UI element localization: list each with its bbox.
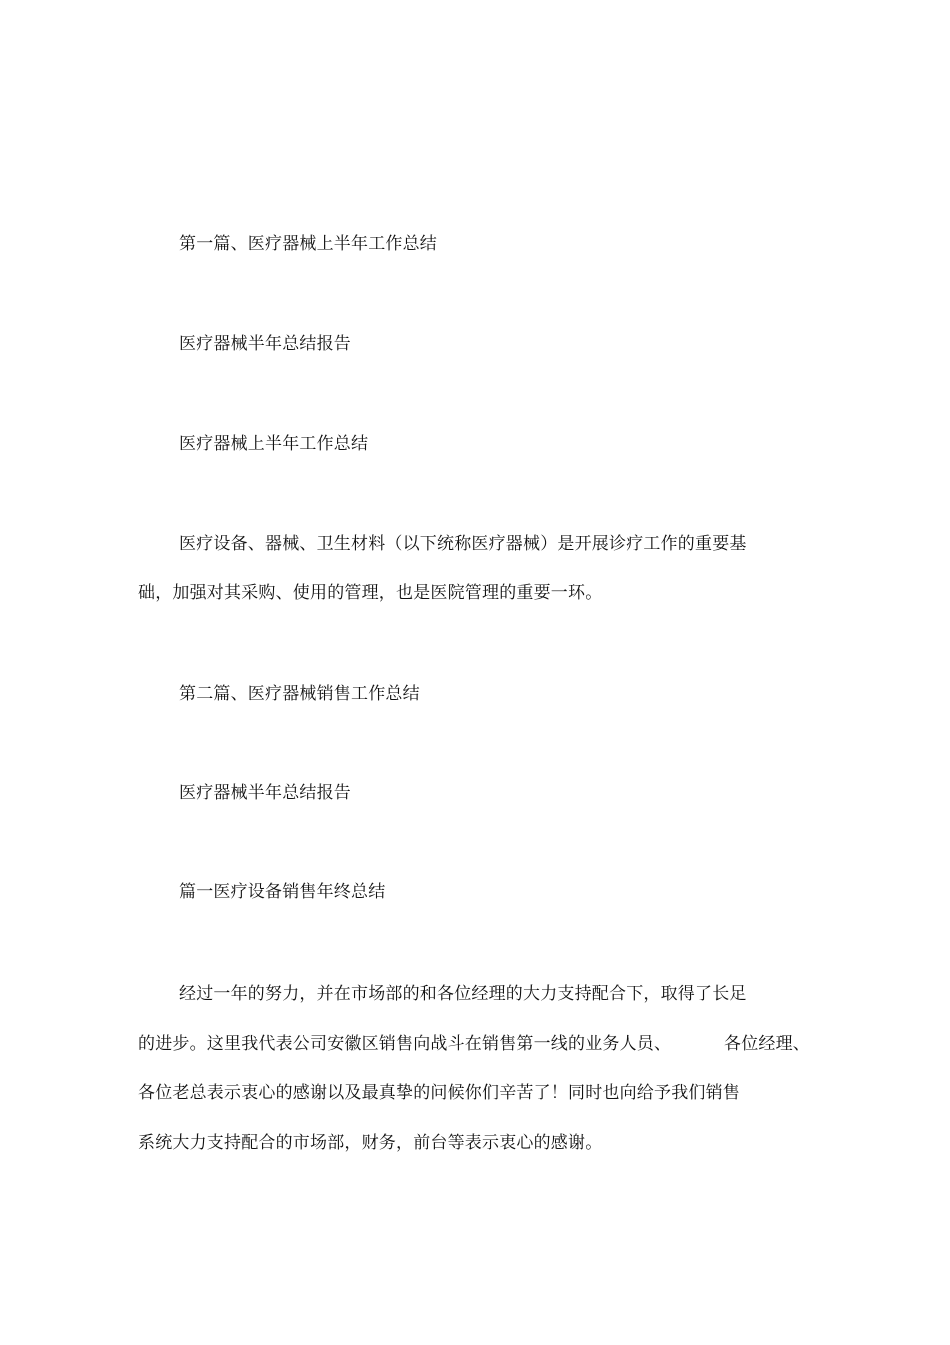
paragraph-1-line-2: 础，加强对其采购、使用的管理，也是医院管理的重要一环。 bbox=[138, 583, 603, 603]
paragraph-2-line-2b: 各位经理、 bbox=[724, 1034, 810, 1054]
paragraph-2-line-2a: 的进步。这里我代表公司安徽区销售向战斗在销售第一线的业务人员、 bbox=[138, 1034, 672, 1054]
section-heading-2: 第二篇、医疗器械销售工作总结 bbox=[179, 684, 420, 704]
report-title-1: 医疗器械半年总结报告 bbox=[179, 334, 351, 354]
report-title-2: 医疗器械半年总结报告 bbox=[179, 783, 351, 803]
paragraph-2-line-4: 系统大力支持配合的市场部，财务，前台等表示衷心的感谢。 bbox=[138, 1133, 603, 1153]
paragraph-2-line-1: 经过一年的努力，并在市场部的和各位经理的大力支持配合下，取得了长足 bbox=[179, 984, 747, 1004]
report-subtitle-1: 医疗器械上半年工作总结 bbox=[179, 434, 369, 454]
paragraph-1-line-1: 医疗设备、器械、卫生材料（以下统称医疗器械）是开展诊疗工作的重要基 bbox=[179, 534, 747, 554]
section-heading-1: 第一篇、医疗器械上半年工作总结 bbox=[179, 234, 437, 254]
report-subtitle-2: 篇一医疗设备销售年终总结 bbox=[179, 882, 386, 902]
paragraph-2-line-3: 各位老总表示衷心的感谢以及最真挚的问候你们辛苦了！同时也向给予我们销售 bbox=[138, 1083, 740, 1103]
